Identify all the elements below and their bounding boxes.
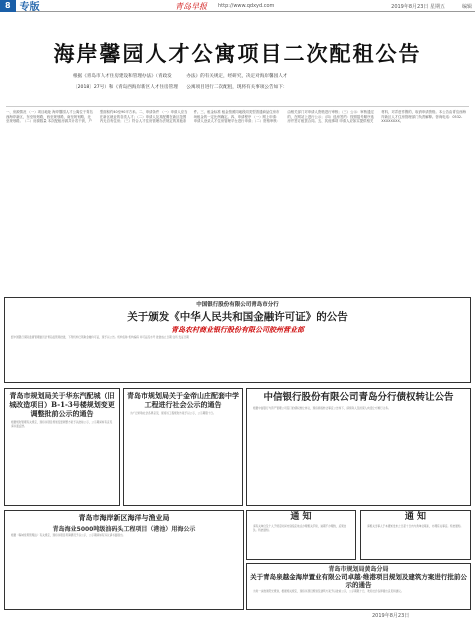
- website-link[interactable]: http://www.qdxyd.com: [218, 3, 275, 9]
- marine-fisheries-notice: [4, 510, 244, 610]
- debt-transfer-notice: [246, 388, 471, 506]
- issue-date: 2019年8月23日 星期五: [391, 4, 445, 10]
- newspaper-logo: 青岛早报: [175, 2, 207, 11]
- notice-title: 青岛市海岸新区海洋与渔业局: [78, 513, 170, 522]
- article-body: 一、房源情况 （一）项目地址 海岸馨园人才公寓位于青岛西海岸新区，东至规划路，西至规划路，南至规划路，北至规划路。（二）房源数量 本次配租房源共计若干套，户型面积约40至90平方米。二、申请条件 （一）申请人应当在新区就业的各类人才；（二）申请人及其配偶在新区范围内无自有住房；（三）符合人才住房管理办法规定的其他条件。三、租金标准 租金按照同地段同类型普通商品住房市场租金的一定比例确定。四、申请程序 （一）网上申请：申请人登录人才住房管理平台进行申请；（二）资格审核：由相关部门对申请人资格进行审核；（三）公示：审核通过的，在网站上进行公示；（四）选房签约：按照摇号顺序选房并签订租赁合同。五、其他事项 申请人应如实提供相关材料，对弄虚作假的，取消申请资格。本公告由青岛西海岸新区人才住房管理部门负责解释。咨询电话：0532-XXXXXXXX。: [6, 106, 469, 291]
- planning-notice-left: [4, 388, 120, 506]
- planning-notice-huangdao: [246, 563, 471, 610]
- ad-fine-print: 经中国银行保险监督管理委员会青岛监管局批准，下列机构已领取金融许可证，现予以公告。机构名称 机构编码 许可证流水号 批准成立日期 住所 发证日期: [11, 336, 189, 339]
- notice-title: 中信银行股份有限公司青岛分行债权转让公告: [263, 392, 454, 403]
- ad-headline: 关于颁发《中华人民共和国金融许可证》的公告: [127, 311, 348, 323]
- notice-subtitle: 青岛海业5000吨级油码头工程项目（港池）用海公示: [52, 526, 196, 533]
- notice-issuer: 青岛市规划局黄岛分局: [328, 566, 389, 573]
- ad-subheadline: 青岛农村商业银行股份有限公司胶州营业部: [171, 326, 304, 334]
- notice-box-1: [246, 510, 356, 560]
- notice-title: 青岛市规划局关于金帝山庄配套中学工程进行社会公示的通告: [127, 391, 239, 409]
- notice-fine-print: 根据中信银行与资产管理公司签订的债权转让协议，现将债权转让事宜公告如下，请债务人及担保人向受让方履行义务。: [253, 407, 391, 410]
- footer-date: 2019年8月23日: [372, 613, 410, 619]
- notice-title: 关于青岛泉越金海岸置业有限公司卓越·维港项目规划及建筑方案进行批前公示的通告: [250, 573, 467, 589]
- page-number: 8: [0, 0, 16, 12]
- notice-fine-print: 根据《海域使用管理法》有关规定，现将该项目用海情况予以公示，公示期间如有异议请书面提出。: [11, 534, 126, 537]
- notice-fine-print: 根据规划管理有关规定，现将该项目规划变更调整方案予以批前公示，公示期间如有意见请书面反馈。: [11, 421, 113, 428]
- page-title: 海岸馨园人才公寓项目二次配租公告: [53, 41, 422, 66]
- ad-issuer: 中国银行股份有限公司青岛市分行: [196, 302, 279, 308]
- editor-label: 编辑: [461, 4, 472, 10]
- notice-title: 青岛市规划局关于华东汽配城（旧城改造项目）B-1-3号楼规划变更调整批前公示的通告: [9, 391, 115, 418]
- notice-fine-print: 请有关单位及个人于规定时间内到指定地点办理相关手续，逾期不办理的，后果自负。特此通知。: [253, 525, 347, 532]
- notice-fine-print: 请相关当事人于本通知发布之日起十日内与我单位联系，办理有关事宜。特此通知。: [367, 525, 463, 528]
- notice-title: 通 知: [404, 512, 427, 522]
- notice-box-2: [360, 510, 471, 560]
- planning-notice-mid: [123, 388, 243, 506]
- lead-paragraph: 根据《青岛市人才住房建设和管理办法》（青政发〔2018〕27号）和《青岛西海岸新区人才住房管理办法》的有关规定，经研究，决定对海岸馨园人才公寓项目进行二次配租，现将有关事项公告如下：: [73, 74, 288, 90]
- section-title: 专版: [19, 2, 40, 13]
- bank-license-notice: [4, 297, 471, 383]
- notice-title: 通 知: [290, 512, 312, 522]
- notice-fine-print: 为进一步推进阳光规划，根据相关规定，现将该项目规划及建筑方案予以批前公示，公示期限十日，欢迎社会各界提出意见和建议。: [253, 590, 404, 593]
- notice-fine-print: 为广泛听取社会各界意见，现将该工程规划方案予以公示，公示期限十日。: [130, 412, 216, 415]
